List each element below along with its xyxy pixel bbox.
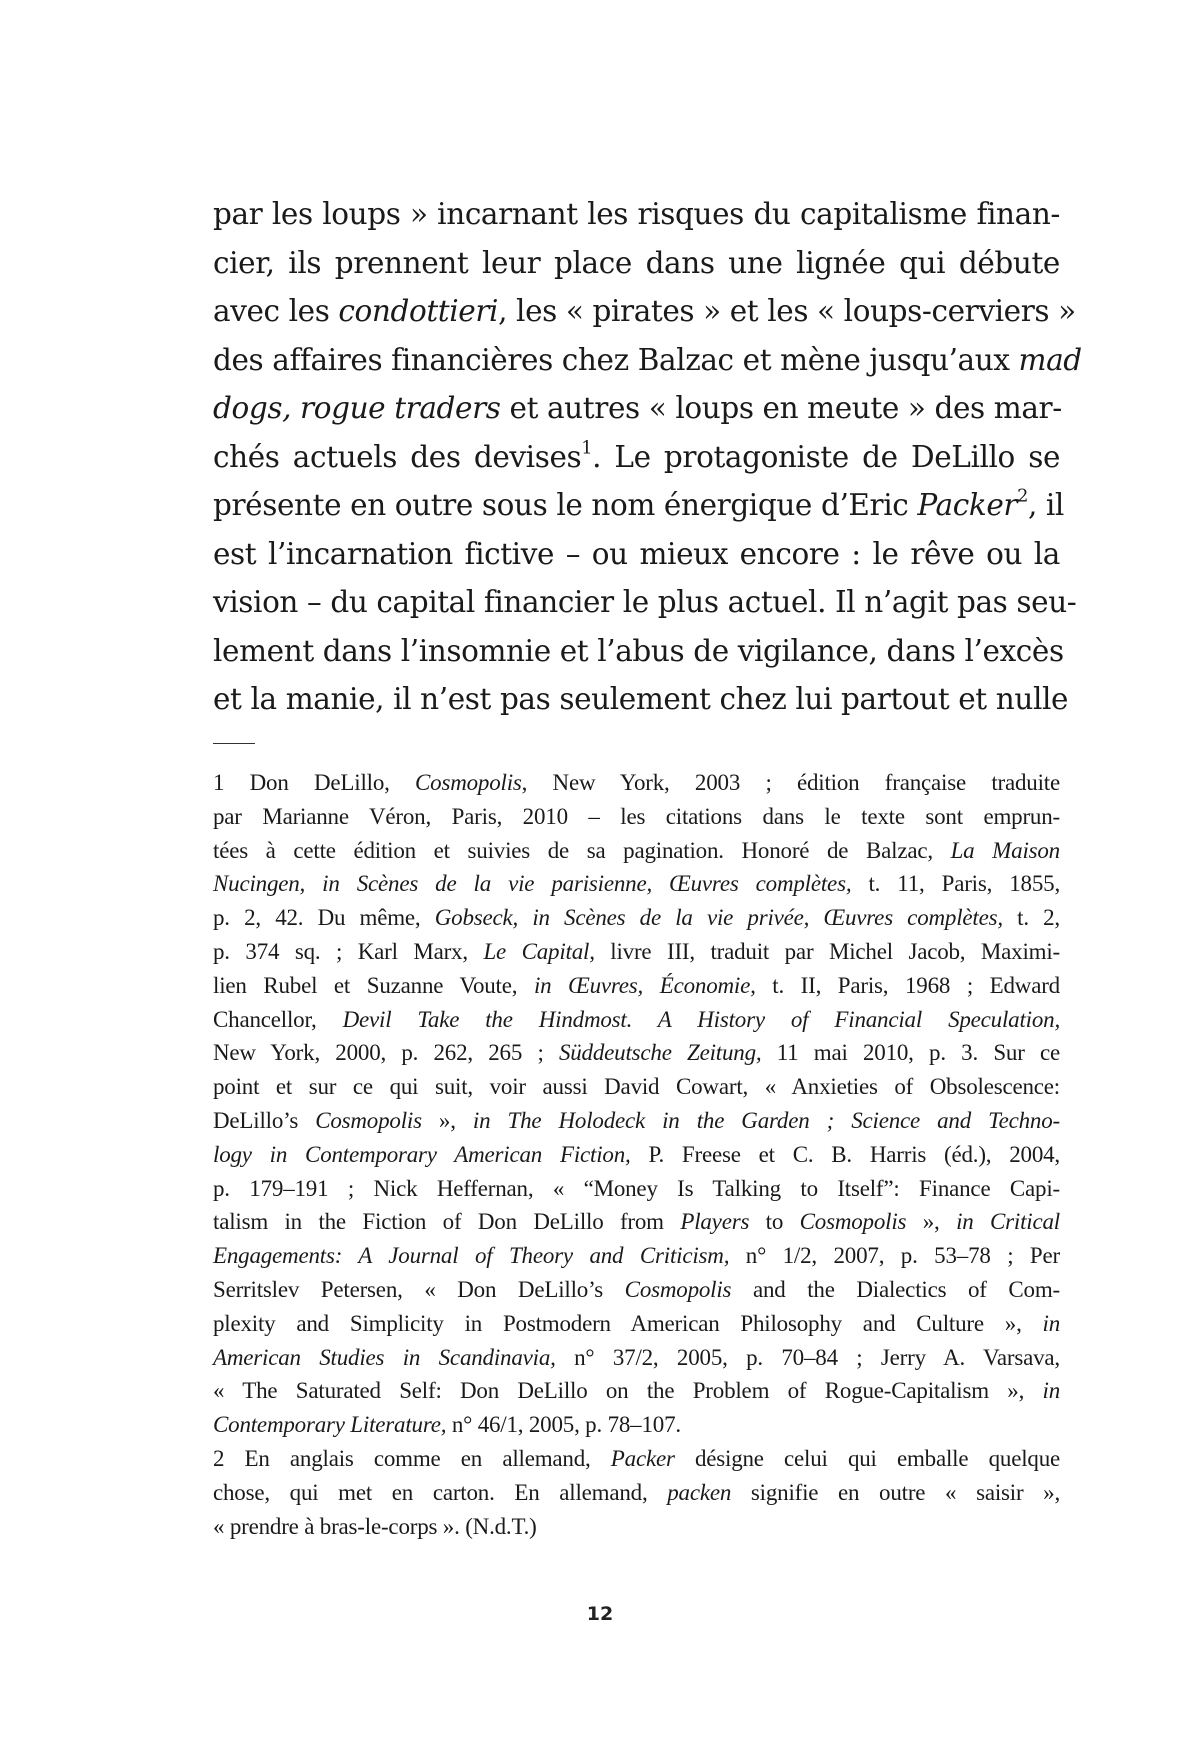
- footnote-line: « prendre à bras-le-corps ». (N.d.T.): [213, 1513, 537, 1539]
- footnote-line: « The Saturated Self: Don DeLillo on the Problem of Rogue-Capitalism », in: [213, 1378, 1060, 1404]
- footnote-line: 1 Don DeLillo, Cosmopolis, New York, 2003 ; édition française traduite: [213, 770, 1060, 795]
- footnote-line: lien Rubel et Suzanne Voute, in Œuvres, Économie, t. II, Paris, 1968 ; Edward: [213, 972, 1060, 998]
- footnote-line: 2 En anglais comme en allemand, Packer désigne celui qui emballe quelque: [213, 1445, 1060, 1471]
- footnote-line: p. 2, 42. Du même, Gobseck, in Scènes de la vie privée, Œuvres complètes, t. 2,: [213, 905, 1060, 931]
- footnote-line: logy in Contemporary American Fiction, P. Freese et C. B. Harris (éd.), 2004,: [213, 1141, 1060, 1167]
- body-line: est l’incarnation fictive – ou mieux encore : le rêve ou la: [213, 536, 1060, 571]
- body-line: dogs, rogue traders et autres « loups en meute » des mar-: [213, 391, 1062, 425]
- footnote-line: Chancellor, Devil Take the Hindmost. A History of Financial Speculation,: [213, 1006, 1061, 1032]
- footnote-line: American Studies in Scandinavia, n° 37/2, 2005, p. 70–84 ; Jerry A. Varsava,: [213, 1344, 1060, 1370]
- footnote-separator: [213, 743, 255, 744]
- footnote-line: point et sur ce qui suit, voir aussi David Cowart, « Anxieties of Obsolescence:: [213, 1074, 1060, 1100]
- footnote-line: New York, 2000, p. 262, 265 ; Süddeutsche Zeitung, 11 mai 2010, p. 3. Sur ce: [213, 1040, 1060, 1066]
- footnote-line: par Marianne Véron, Paris, 2010 – les citations dans le texte sont emprun-: [213, 803, 1060, 829]
- footnote-line: Serritslev Petersen, « Don DeLillo’s Cosmopolis and the Dialectics of Com-: [213, 1276, 1060, 1302]
- page-number: 12: [586, 1603, 614, 1625]
- footnote-line: tées à cette édition et suivies de sa pagination. Honoré de Balzac, La Maison: [213, 837, 1060, 863]
- footnote-line: p. 179–191 ; Nick Heffernan, « “Money Is Talking to Itself”: Finance Capi-: [213, 1175, 1060, 1201]
- body-line: lement dans l’insomnie et l’abus de vigilance, dans l’excès: [213, 633, 1064, 668]
- footnote-line: chose, qui met en carton. En allemand, packen signifie en outre « saisir »,: [213, 1479, 1061, 1505]
- body-text: [213, 190, 1082, 724]
- body-line: présente en outre sous le nom énergique d’Eric Packer$^2$, il: [213, 486, 1064, 522]
- body-line: des affaires financières chez Balzac et mène jusqu’aux mad: [213, 342, 1082, 377]
- footnote-line: Engagements: A Journal of Theory and Criticism, n° 1/2, 2007, p. 53–78 ; Per: [213, 1243, 1060, 1269]
- footnote-line: DeLillo’s Cosmopolis », in The Holodeck in the Garden ; Science and Techno-: [213, 1107, 1060, 1133]
- body-line: chés actuels des devises$^1$. Le protagoniste de DeLillo se: [213, 438, 1060, 474]
- footnote-line: talism in the Fiction of Don DeLillo from Players to Cosmopolis », in Critical: [213, 1209, 1060, 1235]
- footnote-line: plexity and Simplicity in Postmodern American Philosophy and Culture », in: [213, 1310, 1060, 1336]
- body-line: cier, ils prennent leur place dans une lignée qui débute: [213, 245, 1060, 280]
- body-line: avec les condottieri, les « pirates » et les « loups-cerviers »: [213, 294, 1076, 328]
- footnotes: [213, 766, 1060, 1543]
- footnote-line: Contemporary Literature, n° 46/1, 2005, p. 78–107.: [213, 1412, 681, 1438]
- body-line: et la manie, il n’est pas seulement chez lui partout et nulle: [213, 682, 1069, 716]
- footnote-line: Nucingen, in Scènes de la vie parisienne, Œuvres complètes, t. 11, Paris, 1855,: [213, 871, 1060, 897]
- footnote-line: p. 374 sq. ; Karl Marx, Le Capital, livre III, traduit par Michel Jacob, Maximi-: [213, 938, 1060, 964]
- body-line: par les loups » incarnant les risques du capitalisme finan-: [213, 197, 1060, 231]
- body-line: vision – du capital financier le plus actuel. Il n’agit pas seu-: [213, 585, 1077, 619]
